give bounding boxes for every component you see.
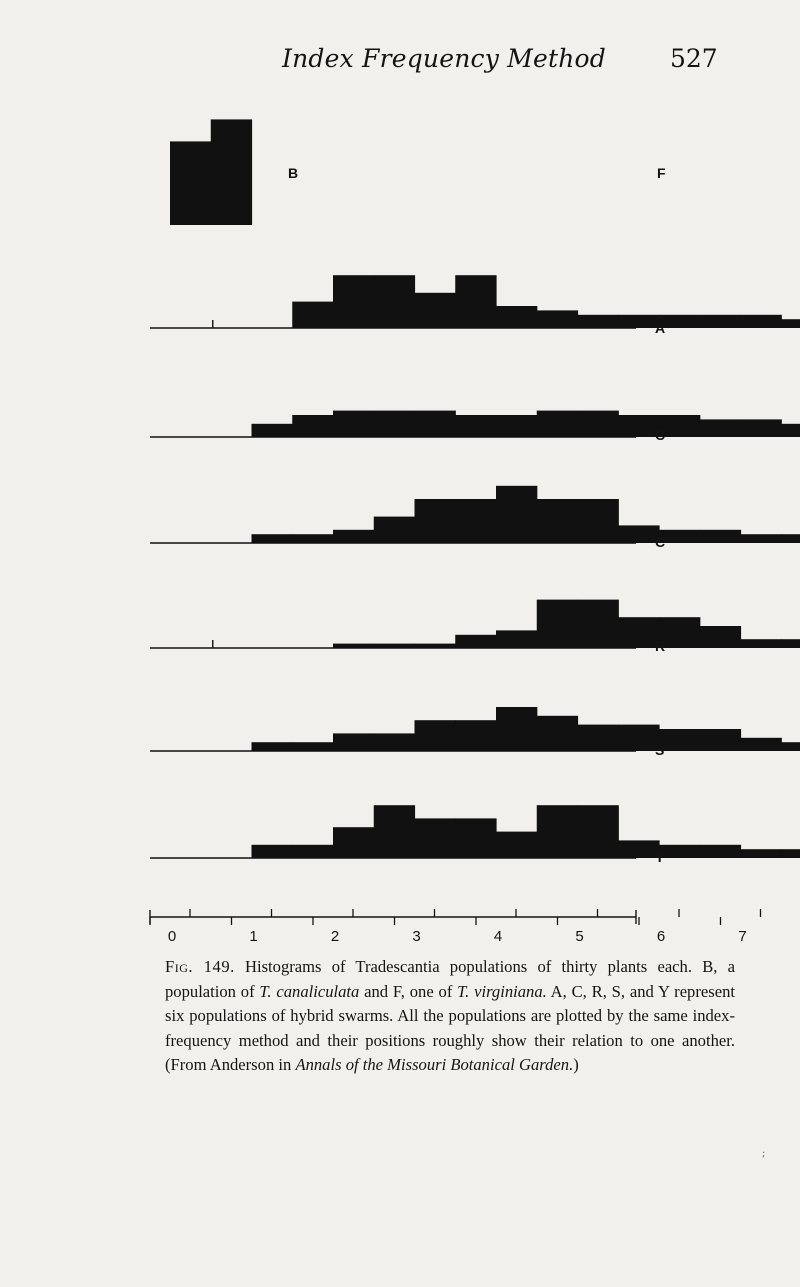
histogram-bar: [700, 315, 741, 328]
histogram-bar: [252, 534, 293, 543]
histogram-bar: [496, 832, 537, 858]
histogram-bar: [170, 141, 211, 225]
caption-text-2: and F, one of: [359, 981, 458, 1001]
histogram-label: A: [655, 320, 666, 336]
histogram-bar: [781, 424, 800, 437]
figure-caption: [165, 955, 735, 1078]
histogram-bar: [578, 600, 619, 648]
histogram-label: B: [288, 165, 299, 181]
histogram-bar: [537, 310, 578, 328]
histogram-bar: [537, 716, 578, 751]
histogram-bar: [578, 411, 619, 437]
histogram-bar: [415, 499, 456, 543]
histogram-bar: [741, 849, 782, 858]
histogram-bar: [415, 818, 456, 858]
histogram-bar: [741, 419, 782, 437]
histogram-bar: [455, 499, 496, 543]
histogram-bar: [537, 499, 578, 543]
histogram-bar: [700, 530, 741, 543]
histogram-bar: [455, 635, 496, 648]
caption-text-3: A, C, R, S, and Y represent six populations of hybrid swarms. All the populations are plotted by the same index-frequency method and their positions roughly show their relation to one another. (From Anderson in: [165, 981, 735, 1074]
histogram-bar: [211, 119, 252, 225]
scale-tick-label: 6: [656, 928, 666, 945]
page-number: 527: [670, 44, 718, 73]
histogram-bar: [618, 315, 659, 328]
histogram-bar: [659, 729, 700, 751]
histogram-bar: [781, 319, 800, 328]
histogram-bar: [333, 827, 374, 858]
histogram-bar: [700, 845, 741, 858]
histogram-bar: [374, 517, 415, 543]
histogram-bar: [741, 738, 782, 751]
histogram-bar: [374, 411, 415, 437]
histogram-bar: [292, 742, 333, 751]
histogram-bar: [455, 818, 496, 858]
histogram-bar: [374, 805, 415, 858]
histogram-bar: [333, 411, 374, 437]
histogram-bar: [415, 644, 456, 648]
histogram-bar: [455, 720, 496, 751]
scale-tick-label: 2: [330, 928, 340, 945]
histogram-bar: [333, 275, 374, 328]
histogram-bar: [741, 534, 782, 543]
histogram-bar: [333, 644, 374, 648]
running-head: [0, 44, 800, 84]
histogram-label: C: [655, 427, 666, 443]
caption-text-end: ): [573, 1055, 579, 1074]
histogram-label: R: [655, 638, 666, 654]
margin-mark: ;: [762, 1148, 766, 1159]
histogram-bar: [292, 415, 333, 437]
histogram-bar: [659, 315, 700, 328]
histogram-bar: [578, 805, 619, 858]
caption-text-1: Histograms of Tradescantia populations of thirty plants each. B, a population of: [165, 957, 735, 1001]
histogram-bar: [781, 849, 800, 858]
histogram-bar: [333, 530, 374, 543]
histogram-bar: [496, 415, 537, 437]
histogram-bar: [292, 845, 333, 858]
histogram-bar: [455, 275, 496, 328]
histogram-bar: [578, 499, 619, 543]
scale-tick-label: 4: [493, 928, 503, 945]
histogram-figure: [0, 100, 800, 950]
histogram-bar: [333, 733, 374, 751]
caption-species-2: T. virginiana.: [457, 981, 547, 1001]
histogram-bar: [618, 415, 659, 437]
histogram-bar: [292, 302, 333, 328]
caption-species-1: T. canaliculata: [259, 981, 360, 1001]
histogram-bar: [374, 733, 415, 751]
histogram-bar: [252, 845, 293, 858]
histogram-bar: [496, 306, 537, 328]
histogram-bar: [578, 725, 619, 751]
histogram-bar: [578, 315, 619, 328]
histogram-bar: [537, 411, 578, 437]
histogram-bar: [496, 630, 537, 648]
histogram-bar: [252, 742, 293, 751]
histogram-bar: [700, 419, 741, 437]
scale-tick-label: 1: [249, 928, 258, 945]
histogram-bar: [659, 845, 700, 858]
histogram-bar: [781, 639, 800, 648]
figure-label: Fig. 149.: [165, 957, 235, 976]
histogram-bar: [374, 275, 415, 328]
histogram-bar: [252, 424, 293, 437]
histogram-bar: [537, 805, 578, 858]
histogram-bar: [659, 530, 700, 543]
histogram-bar: [618, 617, 659, 648]
histogram-bar: [781, 742, 800, 751]
histogram-bar: [537, 600, 578, 648]
scale-tick-label: 3: [412, 928, 421, 945]
running-title: Index Frequency Method: [282, 44, 606, 73]
histogram-bar: [659, 415, 700, 437]
histogram-label: Y: [655, 849, 665, 865]
histogram-bar: [415, 411, 456, 437]
histogram-label: C: [655, 534, 666, 550]
histogram-bar: [496, 486, 537, 543]
caption-source: Annals of the Missouri Botanical Garden.: [295, 1055, 574, 1074]
scale-tick-label: 5: [575, 928, 584, 945]
histogram-bar: [741, 315, 782, 328]
scale-tick-label: 7: [738, 928, 747, 945]
histogram-bar: [618, 525, 659, 543]
histogram-bar: [741, 639, 782, 648]
histogram-bar: [292, 534, 333, 543]
histogram-bar: [374, 644, 415, 648]
histogram-bar: [415, 720, 456, 751]
histogram-bar: [618, 840, 659, 858]
histogram-bar: [700, 729, 741, 751]
histogram-bar: [781, 534, 800, 543]
histogram-label: S: [655, 742, 665, 758]
histogram-bar: [618, 725, 659, 751]
histogram-label: F: [657, 165, 666, 181]
histogram-bar: [415, 293, 456, 328]
histogram-bar: [659, 617, 700, 648]
histogram-bar: [700, 626, 741, 648]
scale-tick-label: 0: [167, 928, 177, 945]
histogram-bar: [496, 707, 537, 751]
histogram-bar: [455, 415, 496, 437]
